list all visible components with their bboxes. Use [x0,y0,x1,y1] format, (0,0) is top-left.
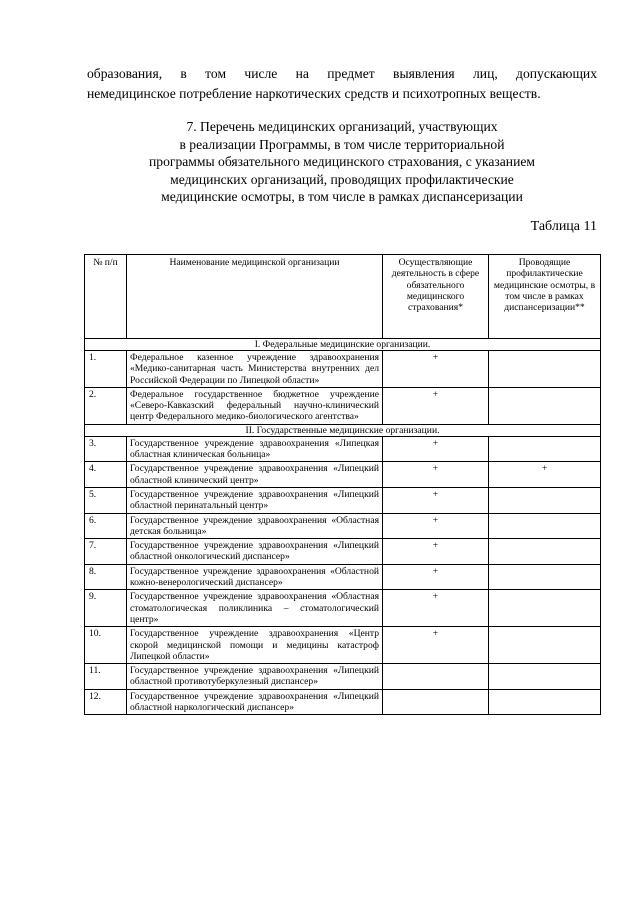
header-num: № п/п [85,255,127,339]
table-row [85,387,601,424]
organization-name: Государственное учреждение здравоохранения «Областной кожно-венерологический диспансер» [127,564,383,590]
organization-name: Федеральное казенное учреждение здравоохранения «Медико-санитарная часть Министерства внутренних дел Российской Федерации по Липецкой области» [127,351,383,388]
table-row [85,436,601,462]
table-row [85,689,601,715]
prof-exam-mark [489,627,601,664]
heading-line: медицинские осмотры, в том числе в рамках диспансеризации [161,189,523,205]
oms-mark: + [383,627,489,664]
organization-name: Федеральное государственное бюджетное учреждение «Северо-Кавказский федеральный научно-клинический центр Федерального медико-биологического агентства» [127,387,383,424]
row-number: 5. [85,487,127,513]
prof-exam-mark [489,487,601,513]
heading-line: медицинских организаций, проводящих профилактические [170,171,514,187]
organization-name: Государственное учреждение здравоохранения «Липецкий областной клинический центр» [127,462,383,488]
row-number: 12. [85,689,127,715]
prof-exam-mark [489,436,601,462]
row-number: 10. [85,627,127,664]
row-number: 11. [85,664,127,690]
intro-line-1: образования, в том числе на предмет выявления лиц, допускающих [87,66,597,81]
oms-mark: + [383,487,489,513]
table-header-row [85,255,601,339]
row-number: 1. [85,351,127,388]
organization-name: Государственное учреждение здравоохранения «Областная стоматологическая поликлиника – стоматологический центр» [127,590,383,627]
oms-mark: + [383,564,489,590]
oms-mark [383,689,489,715]
row-number: 4. [85,462,127,488]
table-row [85,539,601,565]
oms-mark: + [383,351,489,388]
heading-line: программы обязательного медицинского страхования, с указанием [149,154,535,170]
prof-exam-mark [489,351,601,388]
organization-name: Государственное учреждение здравоохранения «Липецкая областная клиническая больница» [127,436,383,462]
table-row [85,487,601,513]
oms-mark: + [383,387,489,424]
organization-name: Государственное учреждение здравоохранения «Липецкий областной перинатальный центр» [127,487,383,513]
organization-name: Государственное учреждение здравоохранения «Областная детская больница» [127,513,383,539]
row-number: 2. [85,387,127,424]
section-row [85,339,601,351]
oms-mark: + [383,539,489,565]
prof-exam-mark [489,539,601,565]
row-number: 3. [85,436,127,462]
organizations-table [84,254,601,715]
prof-exam-mark [489,590,601,627]
prof-exam-mark: + [489,462,601,488]
organization-name: Государственное учреждение здравоохранения «Липецкий областной наркологический диспансер» [127,689,383,715]
prof-exam-mark [489,513,601,539]
oms-mark [383,664,489,690]
row-number: 6. [85,513,127,539]
oms-mark: + [383,513,489,539]
row-number: 7. [85,539,127,565]
table-row [85,351,601,388]
header-oms: Осуществляющие деятельность в сфере обязательного медицинского страхования* [383,255,489,339]
prof-exam-mark [489,664,601,690]
row-number: 8. [85,564,127,590]
section-heading [87,118,597,206]
oms-mark: + [383,590,489,627]
section-title: I. Федеральные медицинские организации. [85,339,601,351]
intro-paragraph [87,64,597,104]
table-row [85,513,601,539]
organization-name: Государственное учреждение здравоохранения «Липецкий областной онкологический диспансер» [127,539,383,565]
heading-line: в реализации Программы, в том числе территориальной [179,136,505,152]
table-row [85,664,601,690]
prof-exam-mark [489,689,601,715]
prof-exam-mark [489,564,601,590]
header-prof: Проводящие профилактические медицинские осмотры, в том числе в рамках диспансеризации** [489,255,601,339]
table-body [85,339,601,715]
table-row [85,462,601,488]
table-row [85,564,601,590]
organization-name: Государственное учреждение здравоохранения «Липецкий областной противотуберкулезный диспансер» [127,664,383,690]
header-name: Наименование медицинской организации [127,255,383,339]
section-title: II. Государственные медицинские организации. [85,424,601,436]
row-number: 9. [85,590,127,627]
heading-line: 7. Перечень медицинских организаций, участвующих [186,119,498,134]
oms-mark: + [383,462,489,488]
oms-mark: + [383,436,489,462]
organization-name: Государственное учреждение здравоохранения «Центр скорой медицинской помощи и медицины катастроф Липецкой области» [127,627,383,664]
prof-exam-mark [489,387,601,424]
intro-line-2: немедицинское потребление наркотических средств и психотропных веществ. [87,86,541,101]
table-row [85,590,601,627]
table-row [85,627,601,664]
section-row [85,424,601,436]
table-caption: Таблица 11 [530,219,597,234]
